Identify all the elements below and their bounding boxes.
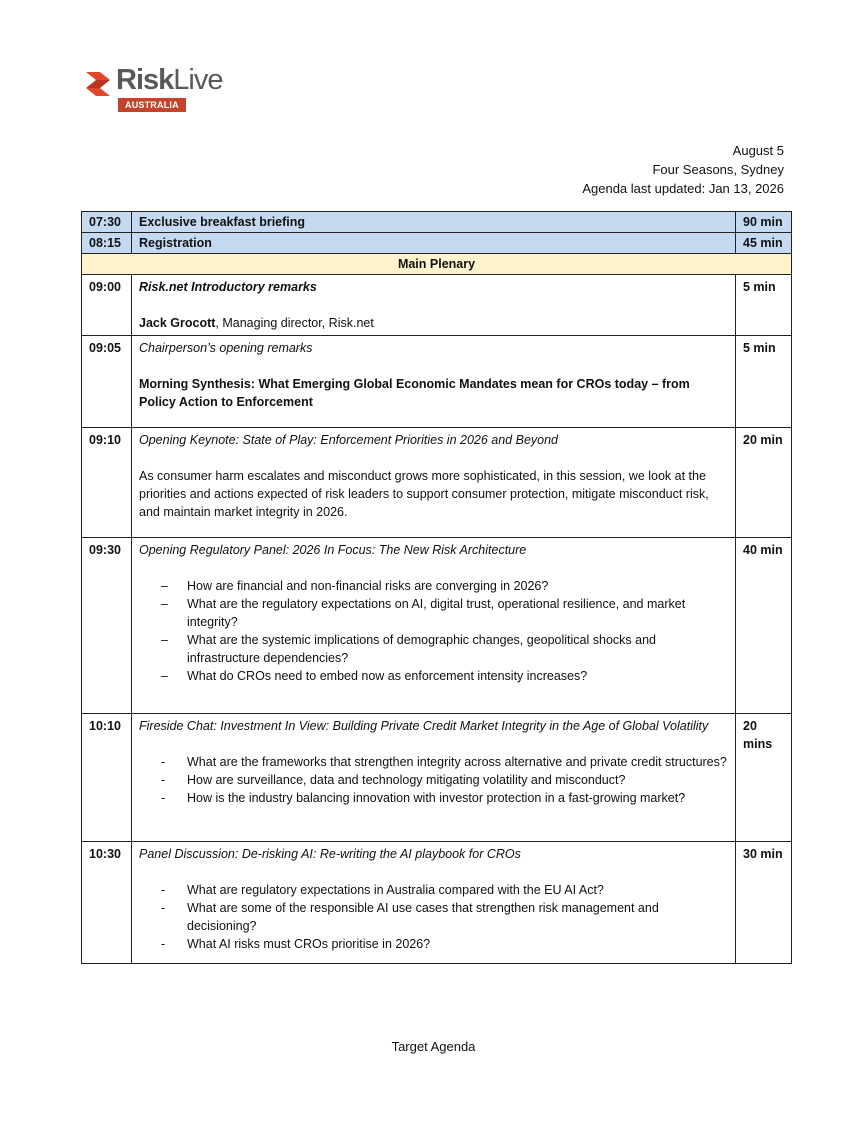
event-date: August 5 (732, 143, 784, 158)
question-item: - What are the frameworks that strengthen integrity across alternative and private credit structures? (187, 753, 728, 771)
event-meta (582, 141, 784, 198)
session-title: Exclusive breakfast briefing (132, 212, 736, 233)
question-item: - How are surveillance, data and technology mitigating volatility and misconduct? (187, 771, 728, 789)
duration: 90 min (736, 212, 792, 233)
agenda-row-0900 (82, 275, 792, 336)
logo-badge: AUSTRALIA (118, 98, 186, 112)
section-header-row (82, 254, 792, 275)
session-description: As consumer harm escalates and misconduct grows more sophisticated, in this session, we look at the priorities and actions expected of risk leaders to support consumer protection, mitigate misconduct risk, and maintain market integrity in 2026. (139, 469, 709, 519)
session-cell (132, 538, 736, 714)
question-item: - What are regulatory expectations in Australia compared with the EU AI Act? (187, 881, 728, 899)
question-item: - What are some of the responsible AI use cases that strengthen risk management and decisioning? (187, 899, 728, 935)
session-title: Opening Keynote: State of Play: Enforcement Priorities in 2026 and Beyond (139, 433, 559, 447)
logo-arrow-icon (84, 70, 114, 98)
logo-wordmark (116, 64, 222, 97)
agenda-table (81, 211, 792, 964)
question-item: - How is the industry balancing innovation with investor protection in a fast-growing market? (187, 789, 728, 807)
question-list (139, 577, 728, 685)
agenda-row-0905 (82, 336, 792, 428)
question-list (139, 881, 728, 953)
section-title: Main Plenary (82, 254, 792, 275)
duration: 20 mins (736, 714, 792, 842)
logo-risk: Risk (116, 64, 174, 96)
session-cell (132, 275, 736, 336)
agenda-row-breakfast (82, 212, 792, 233)
duration: 40 min (736, 538, 792, 714)
question-item: – What do CROs need to embed now as enforcement intensity increases? (187, 667, 728, 685)
time: 07:30 (82, 212, 132, 233)
duration: 5 min (736, 336, 792, 428)
risklive-logo (84, 64, 244, 116)
time: 08:15 (82, 233, 132, 254)
speaker-role: , Managing director, Risk.net (215, 316, 374, 330)
event-venue: Four Seasons, Sydney (652, 162, 784, 177)
agenda-row-1030 (82, 842, 792, 964)
duration: 5 min (736, 275, 792, 336)
speaker-name: Jack Grocott (139, 316, 216, 330)
agenda-row-1010 (82, 714, 792, 842)
question-item: - What AI risks must CROs prioritise in 2026? (187, 935, 728, 953)
speaker (139, 314, 728, 332)
agenda-row-0910 (82, 428, 792, 538)
session-title: Risk.net Introductory remarks (139, 280, 317, 294)
agenda-row-0930 (82, 538, 792, 714)
time: 09:00 (82, 275, 132, 336)
session-title: Registration (132, 233, 736, 254)
session-cell (132, 842, 736, 964)
question-item: – How are financial and non-financial risks are converging in 2026? (187, 577, 728, 595)
time: 10:30 (82, 842, 132, 964)
time: 09:30 (82, 538, 132, 714)
page-footer: Target Agenda (391, 1039, 476, 1054)
time: 10:10 (82, 714, 132, 842)
time: 09:10 (82, 428, 132, 538)
session-cell (132, 428, 736, 538)
duration: 30 min (736, 842, 792, 964)
logo-live: Live (173, 64, 223, 96)
session-title: Panel Discussion: De-risking AI: Re-writing the AI playbook for CROs (139, 847, 521, 861)
session-title: Chairperson’s opening remarks (139, 341, 313, 355)
session-cell (132, 714, 736, 842)
session-subtitle: Morning Synthesis: What Emerging Global Economic Mandates mean for CROs today – from Policy Action to Enforcement (139, 377, 690, 409)
duration: 45 min (736, 233, 792, 254)
session-cell (132, 336, 736, 428)
question-list (139, 753, 728, 807)
question-item: – What are the regulatory expectations on AI, digital trust, operational resilience, and market integrity? (187, 595, 728, 631)
question-item: – What are the systemic implications of demographic changes, geopolitical shocks and infrastructure dependencies? (187, 631, 728, 667)
agenda-updated: Agenda last updated: Jan 13, 2026 (582, 181, 784, 196)
duration: 20 min (736, 428, 792, 538)
agenda-row-registration (82, 233, 792, 254)
time: 09:05 (82, 336, 132, 428)
session-title: Opening Regulatory Panel: 2026 In Focus: The New Risk Architecture (139, 543, 527, 557)
session-title: Fireside Chat: Investment In View: Building Private Credit Market Integrity in the Age of Global Volatility (139, 719, 709, 733)
